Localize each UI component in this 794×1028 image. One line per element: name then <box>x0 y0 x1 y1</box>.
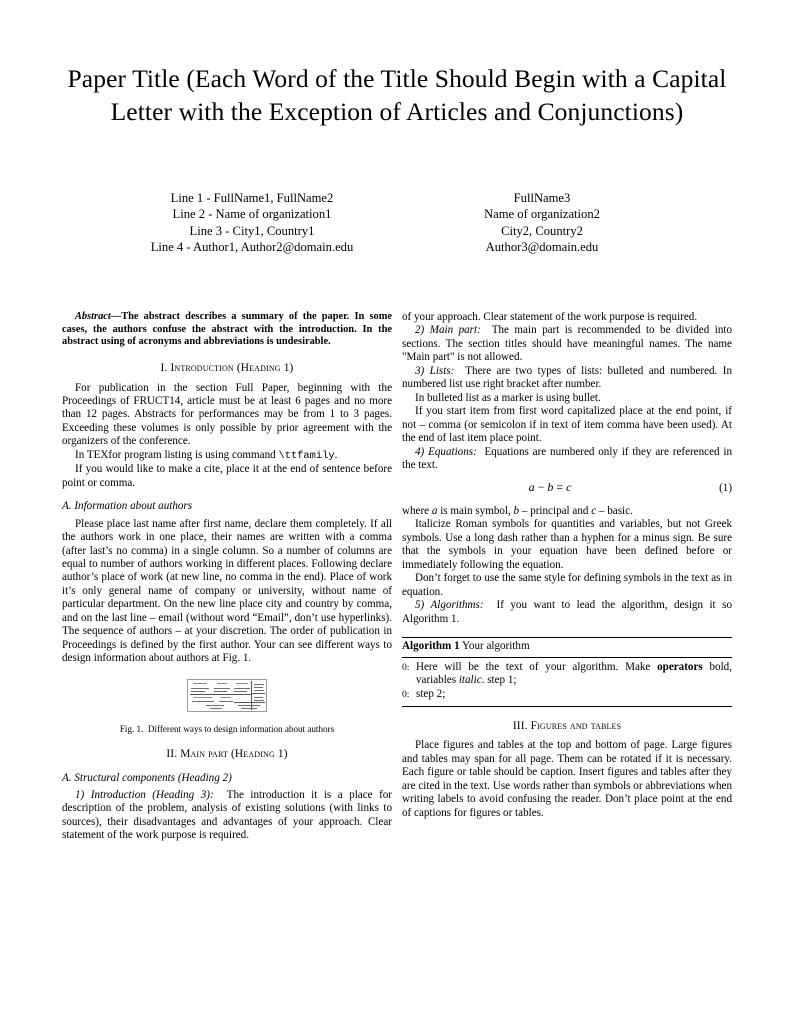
where-symbol-a: a <box>431 504 438 517</box>
equations-text: Equations are numbered only if they are referenced in the text. <box>402 445 733 471</box>
algorithm-1-block <box>402 637 732 707</box>
author-column-1 <box>107 190 397 255</box>
equations-paragraph <box>402 446 732 473</box>
intro-heading3-paragraph <box>62 789 392 843</box>
algorithm-line-text: step 2; <box>416 687 446 700</box>
intro-heading3-text: The introduction it is a place for description of the problem, analysis of existing solutions (with links to sources), their disadvantages and advantages of your approach. Clear statement of the work purpose is required. <box>62 789 393 842</box>
equation-operator-equals: = <box>553 480 567 495</box>
lists-text: There are two types of lists: bulleted and numbered. In numbered list use right bracket after number. <box>402 364 733 391</box>
intro-paragraph-3: If you would like to make a cite, place it at the end of sentence before point or comma. <box>62 463 392 489</box>
equation-symbol-c: c <box>566 480 572 495</box>
figure-1-thumbnail-image <box>187 679 267 712</box>
figure-1 <box>62 679 392 736</box>
algorithm-line-number: 0: <box>402 689 410 701</box>
right-column <box>402 311 732 820</box>
author-block <box>62 190 732 255</box>
figure-1-caption-text: Different ways to design information about authors <box>147 723 335 734</box>
author1-line4: Line 4 - Author1, Author2@domain.edu <box>150 239 354 254</box>
authors-paragraph-1: Please place last name after first name, declare them completely. If all the authors work in one place, their names are written with a comma (after last’s no comma) in a single column. So a number of columns are equal to number of authors working in different places. Following declare author’s place of work (at new line, no comma in the end). Place of work it’s only general name of company or university, without name of particular department. On the new line place city and country by comma, and on the last line – email (without word “Email”, don’t use hyperlinks). The sequence of authors – at your discretion. The order of publication in Proceedings is defined by the first author. Your can see different ways to design information about authors at Fig. 1. <box>62 517 392 665</box>
where-end: – basic. <box>596 504 633 517</box>
algorithm-bottom-rule <box>402 706 732 707</box>
author2-line3: City2, Country2 <box>501 223 583 238</box>
heading-introduction: I. Introduction (Heading 1) <box>160 362 294 375</box>
algorithm-line-1-pre: Here will be the text of your algorithm. Make <box>416 660 658 673</box>
abstract <box>62 311 392 349</box>
equation-1-row <box>402 481 732 495</box>
algorithms-text: If you want to lead the algorithm, design it so Algorithm 1. <box>402 599 732 625</box>
algorithm-line-1-post: . step 1; <box>481 674 517 687</box>
lists-paragraph <box>402 365 732 392</box>
author1-line3: Line 3 - City1, Country1 <box>189 223 315 238</box>
figure-1-caption <box>62 724 392 736</box>
algorithm-line-text <box>416 661 732 688</box>
label-lists: 3) Lists: <box>415 364 455 377</box>
ttfamily-command: \ttfamily <box>278 449 335 462</box>
where-pre: where <box>402 504 432 517</box>
equation-paragraph-2: Italicize Roman symbols for quantities and variables, but not Greek symbols. Use a long dash rather than a hyphen for a minus sign. Be sure that the symbols in your equation have been defined before or immediately following the equation. <box>402 518 732 571</box>
intro-paragraph-2 <box>62 449 392 463</box>
where-mid-1: is main symbol, <box>437 504 514 517</box>
tex-pre: In T <box>75 448 94 461</box>
page-title: Paper Title (Each Word of the Title Should Begin with a Capital Letter with the Exception of Articles and Conjunctions) <box>67 64 727 126</box>
left-column <box>62 311 392 843</box>
heading-information-about-authors: A. Information about authors <box>62 500 193 513</box>
lists-paragraph-3: If you start item from first word capitalized place at the end point, if not – comma (or semicolon if in text of item comma have been used). At the end of last item place point. <box>402 405 732 445</box>
abstract-body: The abstract describes a summary of the paper. In some cases, the authors confuse the abstract with the introduction. In the abstract using of acronyms and abbreviations is undesirable. <box>62 311 392 348</box>
algorithms-paragraph <box>402 599 732 626</box>
label-main-part: 2) Main part: <box>415 324 481 337</box>
equation-1-body <box>529 481 572 494</box>
algorithm-1-title-text: Your algorithm <box>462 640 530 653</box>
heading-figures-and-tables: III. Figures and tables <box>512 719 622 732</box>
figures-paragraph-1: Place figures and tables at the top and bottom of page. Large figures and tables may span for all page. Them can be rotated if it is necessary. Each figure or table should be caption. Insert figures and tables after they are cited in the text. Use words rather than symbols or abbreviations when writing labels to avoid confusing the reader. Don’t place point at the end of captions for figures or tables. <box>402 739 732 819</box>
author1-line2: Line 2 - Name of organization1 <box>172 207 332 222</box>
algorithm-line-1-mid: bold, variables <box>416 660 732 687</box>
label-introduction-heading3: 1) Introduction (Heading 3): <box>75 789 214 802</box>
algorithm-line-1-italic: italic <box>458 674 482 687</box>
where-mid-2: – principal and <box>519 504 592 517</box>
tex-e-glyph: E <box>93 448 101 461</box>
equation-where-paragraph <box>402 505 732 518</box>
equation-symbol-b: b <box>547 480 554 495</box>
heading-structural-components: A. Structural components (Heading 2) <box>62 771 232 784</box>
author2-line2: Name of organization2 <box>484 207 600 222</box>
author2-line1: FullName3 <box>513 191 571 205</box>
author-column-2 <box>397 190 687 255</box>
title-block <box>62 62 732 128</box>
heading-main-part: II. Main part (Heading 1) <box>166 748 288 761</box>
algorithm-1-title <box>402 638 732 657</box>
where-symbol-c: c <box>591 504 597 517</box>
tex-end: . <box>334 448 338 461</box>
lists-paragraph-2: In bulleted list as a marker is using bullet. <box>415 391 601 404</box>
algorithm-1-name: Algorithm 1 <box>402 640 460 653</box>
author1-line1: Line 1 - FullName1, FullName2 <box>170 191 334 205</box>
equation-symbol-a: a <box>528 480 535 495</box>
intro-paragraph-1: For publication in the section Full Paper, beginning with the Proceedings of FRUCT14, article must be at least 6 pages and no more than 12 pages. Abstracts for performances may be from 1 to 3 pages. Exceeding these volumes is only possible by prior agreement with the organizers of the conference. <box>62 381 392 448</box>
tex-mid: Xfor program listing is using command <box>100 448 279 461</box>
intro-heading3-continuation: of your approach. Clear statement of the work purpose is required. <box>402 311 698 323</box>
algorithm-line <box>402 688 732 702</box>
main-part-text: The main part is recommended to be divided into sections. The section titles should have meaningful names. The name "Main part" is not allowed. <box>402 324 732 364</box>
label-equations: 4) Equations: <box>415 445 477 458</box>
equation-1-number: (1) <box>719 482 733 495</box>
author2-line4: Author3@domain.edu <box>485 239 599 254</box>
algorithm-line-number: 0: <box>402 662 410 674</box>
figure-1-number: Fig. 1. <box>119 723 144 734</box>
abstract-lead: Abstract— <box>75 311 122 322</box>
equation-paragraph-3: Don’t forget to use the same style for defining symbols in the text as in equation. <box>402 572 732 598</box>
label-algorithms: 5) Algorithms: <box>415 599 484 612</box>
where-symbol-b: b <box>513 504 520 517</box>
equation-operator-minus: − <box>534 480 548 495</box>
algorithm-1-body <box>402 658 732 706</box>
algorithm-line-1-bold: operators <box>657 660 703 673</box>
main-part-paragraph <box>402 324 732 364</box>
algorithm-line <box>402 661 732 688</box>
